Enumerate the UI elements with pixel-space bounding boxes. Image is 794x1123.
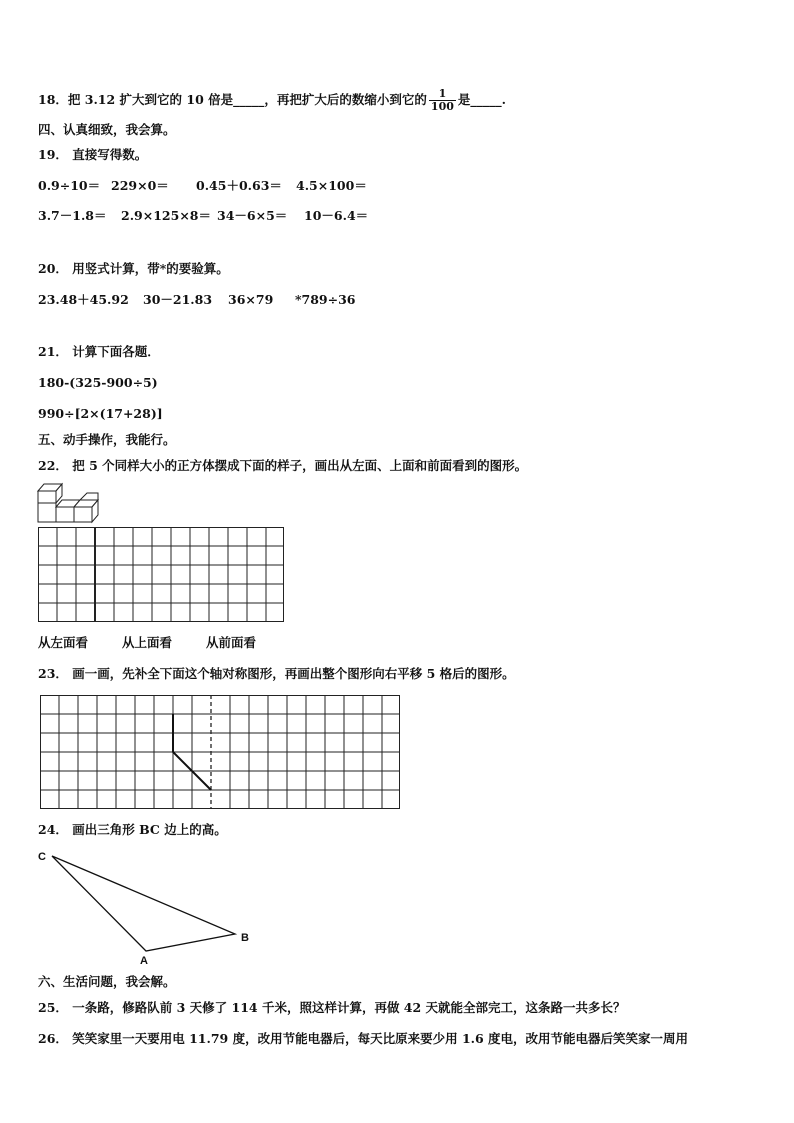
- view-label-top: 从上面看: [122, 635, 173, 650]
- cube-figure: [37, 480, 99, 524]
- fraction-numerator: 1: [429, 88, 456, 101]
- question-text: 是: [457, 92, 471, 107]
- vertex-label-b: B: [241, 932, 249, 944]
- calc-item: 3.7－1.8＝: [38, 208, 107, 223]
- question-18: [38, 88, 506, 113]
- drawing-grid[interactable]: [38, 527, 284, 622]
- question-26-title: 26． 笑笑家里一天要用电 11.79 度，改用节能电器后，每天比原来要少用 1.6 度电，改用节能电器后笑笑家一周用: [38, 1031, 689, 1046]
- fraction-denominator: 100: [430, 100, 454, 113]
- question-20-title: 20． 用竖式计算，带*的要验算。: [38, 261, 229, 276]
- answer-blank[interactable]: _____: [233, 92, 265, 107]
- question-text: ，再把扩大后的数缩小到它的: [264, 92, 427, 107]
- question-22-title: 22． 把 5 个同样大小的正方体摆成下面的样子，画出从左面、上面和前面看到的图形。: [38, 458, 528, 473]
- vertex-label-c: C: [38, 851, 46, 863]
- question-23-title: 23． 画一画，先补全下面这个轴对称图形，再画出整个图形向右平移 5 格后的图形。: [38, 666, 515, 681]
- calc-item: 180-(325-900÷5): [38, 375, 158, 390]
- view-label-left: 从左面看: [38, 635, 89, 650]
- answer-blank[interactable]: _____: [470, 92, 502, 107]
- calc-item: 10－6.4＝: [304, 208, 369, 223]
- calc-item: 34－6×5＝: [217, 208, 288, 223]
- question-number: 18．: [38, 92, 68, 107]
- view-label-front: 从前面看: [206, 635, 257, 650]
- calc-item: 2.9×125×8＝: [121, 208, 211, 223]
- symmetry-grid[interactable]: [40, 695, 400, 809]
- calc-item: 229×0＝: [111, 178, 169, 193]
- calc-item: 0.9÷10＝: [38, 178, 101, 193]
- calc-item: 30－21.83: [143, 292, 213, 307]
- question-text: 把 3.12 扩大到它的 10 倍是: [67, 92, 234, 107]
- section-heading: 六、生活问题，我会解。: [38, 974, 176, 989]
- question-21-title: 21． 计算下面各题．: [38, 344, 160, 359]
- calc-item: 4.5×100＝: [296, 178, 367, 193]
- calc-item: 36×79: [228, 292, 274, 307]
- section-heading: 五、动手操作，我能行。: [38, 432, 176, 447]
- calc-item: *789÷36: [295, 292, 356, 307]
- section-heading: 四、认真细致，我会算。: [38, 122, 176, 137]
- calc-item: 23.48＋45.92: [38, 292, 129, 307]
- question-24-title: 24． 画出三角形 BC 边上的高。: [38, 822, 227, 837]
- calc-item: 0.45＋0.63＝: [196, 178, 282, 193]
- vertex-label-a: A: [140, 955, 148, 967]
- fraction: [429, 88, 456, 113]
- question-25-title: 25． 一条路，修路队前 3 天修了 114 千米，照这样计算，再做 42 天就能全部完工，这条路一共多长？: [38, 1000, 626, 1015]
- calc-item: 990÷[2×(17+28)]: [38, 406, 163, 421]
- question-19-title: 19． 直接写得数。: [38, 147, 148, 162]
- question-text: .: [501, 92, 507, 107]
- triangle-figure: [38, 848, 258, 967]
